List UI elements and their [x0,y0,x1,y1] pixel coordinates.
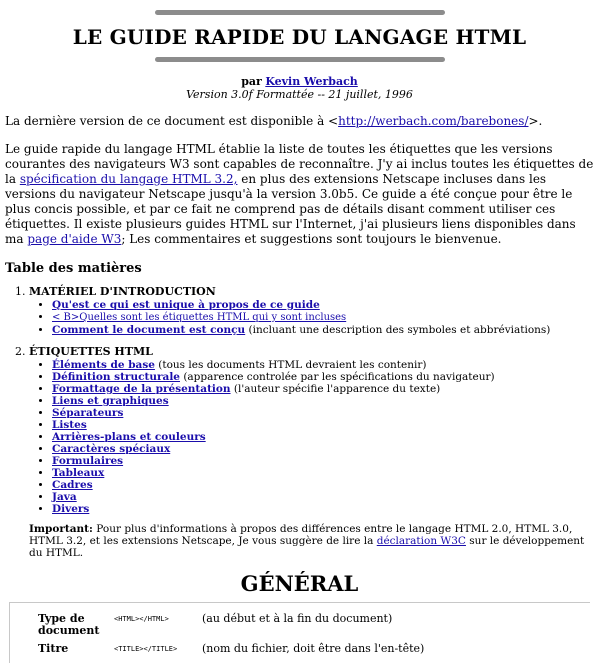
toc-item-desc: (apparence controlée par les spécifications du navigateur) [179,371,495,383]
general-table [9,602,590,663]
general-heading: GÉNÉRAL [240,571,359,596]
toc-item [52,371,594,383]
intro-paragraph [5,142,594,247]
intro-text-1: Le guide rapide du langage HTML établie la liste de toutes les étiquettes que les versions courantes des navigateurs W3 sont capables de reconnaître. J'y ai inclus toutes les étiquettes de la [5,142,594,186]
availability-prefix: La dernière version de ce document est disponible à < [5,114,339,128]
toc-item-desc: (l'auteur spécifie l'apparence du texte) [230,383,441,395]
toc-item [52,503,594,515]
toc-link-java[interactable]: Java [52,491,77,503]
toc-link-special-characters[interactable]: Caractères spéciaux [52,443,171,455]
toc-item [52,324,594,336]
intro-text-2: en plus des extensions Netscape incluses dans les versions du navigateur Netscape jusqu'à la version 3.0b5. Ce guide a été conçue pour être le plus concis possible, et par ce fait ne comprend pas de détails disant comment utiliser ces étiquettes. Il existe plusieurs guides HTML sur l'Internet, j'ai plusieurs liens disponibles dans ma [5,172,576,246]
toc-section [29,286,594,336]
page-title: LE GUIDE RAPIDE DU LANGAGE HTML [72,25,527,49]
toc-section [29,346,594,515]
toc-sublist [29,359,594,515]
row-key: Type de document [38,612,100,637]
toc-section-title: ÉTIQUETTES HTML [29,345,153,358]
author-link[interactable]: Kevin Werbach [265,75,358,88]
toc-link-basic-elements[interactable]: Éléments de base [52,359,155,371]
note-text-1: Pour plus d'informations à propos des différences entre le langage HTML 2.0, HTML 3.0, HTML 3.2, et les extensions Netscape, Je vous suggère de lire la [29,523,573,547]
toc-heading: Table des matières [5,261,142,276]
availability-suffix: >. [528,114,543,128]
toc-link-document-design[interactable]: Comment le document est conçu [52,324,246,336]
toc-item [52,479,594,491]
row-desc: (au début et à la fin du document) [202,612,393,625]
toc-item [52,443,594,455]
toc-item [52,455,594,467]
title-divider [155,57,445,62]
toc-link-unique[interactable]: Qu'est ce qui est unique à propos de ce guide [52,299,320,311]
availability-paragraph [5,114,594,129]
w3c-statement-link[interactable]: déclaration W3C [376,535,466,547]
toc-link-presentation-formatting[interactable]: Formattage de la présentation [52,383,231,395]
important-note [29,523,594,559]
row-key: Titre [38,642,69,655]
toc-link-forms[interactable]: Formulaires [52,455,124,467]
version-text: Version 3.0f Formattée -- 21 juillet, 1996 [186,88,413,101]
toc-link-dividers[interactable]: Séparateurs [52,407,124,419]
toc-item-desc: (incluant une description des symboles et abbréviations) [245,324,551,336]
toc-link-links-graphics[interactable]: Liens et graphiques [52,395,169,407]
toc-link-lists[interactable]: Listes [52,419,87,431]
toc-item [52,299,594,311]
toc-item [52,419,594,431]
toc-sublist [29,299,594,336]
toc-section-title: MATÉRIEL D'INTRODUCTION [29,285,216,298]
toc-link-frames[interactable]: Cadres [52,479,93,491]
note-text-2: sur le développement du HTML. [29,535,585,559]
toc-item [52,359,594,371]
toc-item [52,383,594,395]
toc-link-misc[interactable]: Divers [52,503,90,515]
toc-item [52,431,594,443]
toc-item [52,407,594,419]
toc-item [52,491,594,503]
toc-link-included-tags[interactable]: < B>Quelles sont les étiquettes HTML qui y sont incluses [52,312,347,323]
toc-item-desc: (tous les documents HTML devraient les contenir) [154,359,427,371]
toc-link-structural-definition[interactable]: Définition structurale [52,371,180,383]
page [0,10,600,655]
toc-link-tables[interactable]: Tableaux [52,467,105,479]
toc-list [5,286,594,515]
toc-item [52,395,594,407]
html-spec-link[interactable]: spécification du langage HTML 3.2, [19,172,238,186]
toc-link-backgrounds-colors[interactable]: Arrières-plans et couleurs [52,431,206,443]
toc-item [52,467,594,479]
latest-version-link[interactable]: http://werbach.com/barebones/ [338,114,529,128]
byline [5,75,594,101]
row-code: <TITLE></TITLE> [114,645,178,653]
toc-item [52,311,594,324]
row-desc: (nom du fichier, doit être dans l'en-tête) [202,642,425,655]
note-label: Important: [29,523,93,535]
row-code: <HTML></HTML> [114,615,169,623]
w3-help-page-link[interactable]: page d'aide W3 [27,232,122,246]
intro-text-3: ; Les commentaires et suggestions sont toujours le bienvenue. [121,232,502,246]
by-prefix: par [241,75,262,88]
top-divider [155,10,445,15]
